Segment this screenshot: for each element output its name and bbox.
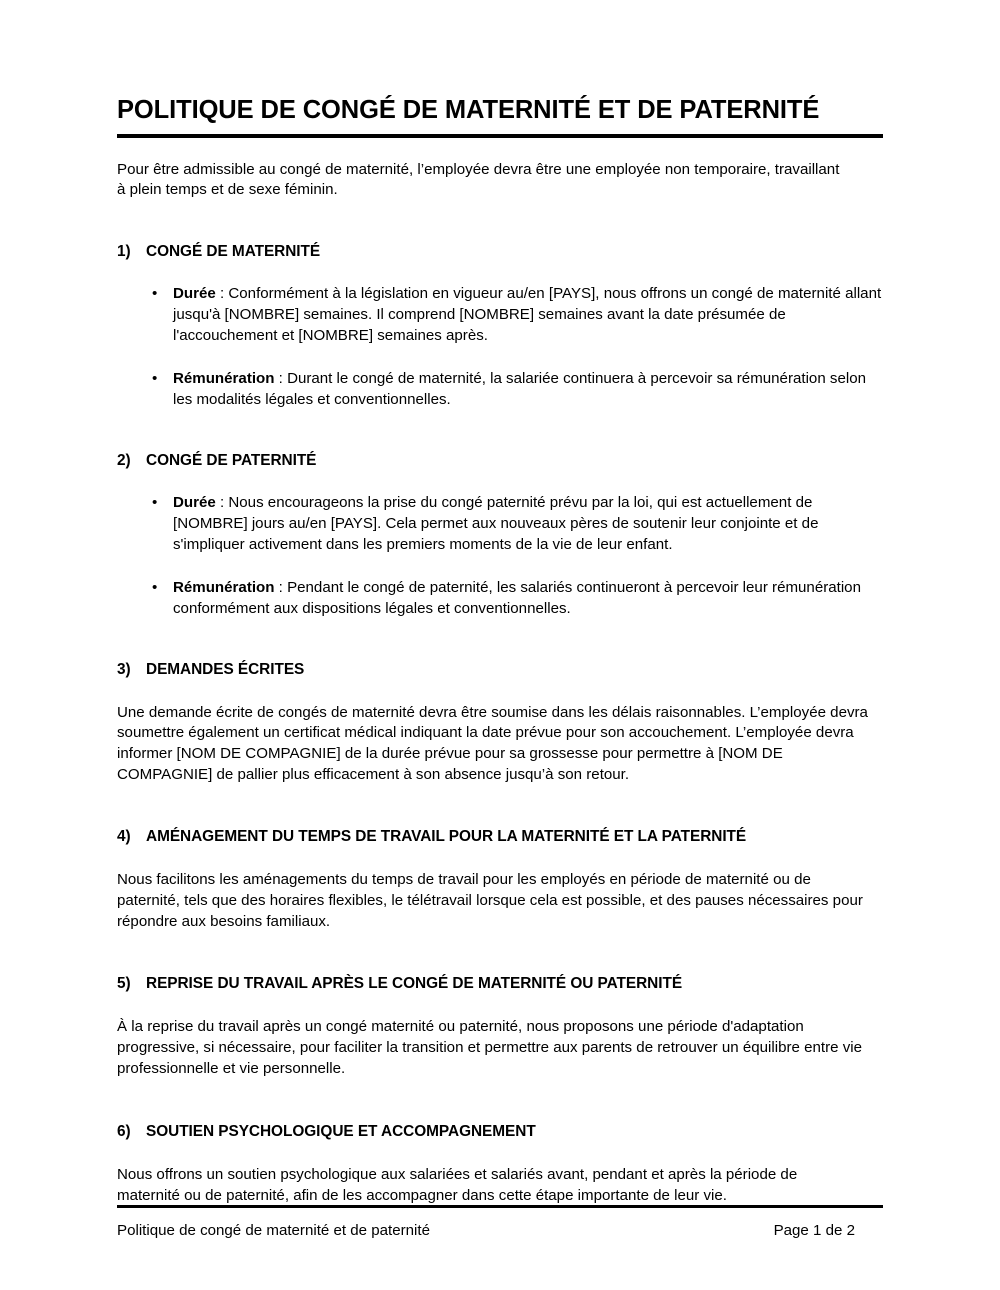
bullet-lead: Rémunération [173, 578, 275, 596]
document-content [117, 96, 883, 1207]
section-4 [117, 827, 883, 933]
section-3 [117, 660, 883, 786]
bullet-icon: • [152, 369, 158, 387]
bullet-lead: Rémunération [173, 369, 275, 387]
section-4-body: Nous facilitons les aménagements du temps de travail pour les employés en période de maternité ou de paternité, tels que des horaires flexibles, le télétravail lorsque cela est possible, et des pauses nécessaires pour répondre aux besoins familiaux. [117, 870, 863, 930]
bullet-icon: • [152, 578, 158, 596]
section-5-heading [117, 974, 883, 994]
section-6-heading [117, 1122, 883, 1142]
bullet-text: : Conformément à la législation en vigueur au/en [PAYS], nous offrons un congé de maternité allant jusqu'à [NOMBRE] semaines. Il comprend [NOMBRE] semaines avant la date présumée de l'accouchement et [NOMBRE] semaines après. [173, 285, 882, 344]
section-2-bullets [117, 493, 883, 619]
section-6-title: SOUTIEN PSYCHOLOGIQUE ET ACCOMPAGNEMENT [146, 1122, 536, 1140]
section-6 [117, 1122, 883, 1207]
bullet-icon: • [152, 494, 158, 512]
section-1-bullets [117, 284, 883, 410]
section-5-body: À la reprise du travail après un congé maternité ou paternité, nous proposons une période d'adaptation progressive, si nécessaire, pour faciliter la transition et permettre aux parents de retrouver un équilibre entre vie professionnelle et vie personnelle. [117, 1018, 862, 1078]
section-1-title: CONGÉ DE MATERNITÉ [146, 243, 321, 261]
list-item [117, 284, 883, 346]
section-5-number: 5) [117, 975, 131, 993]
section-3-heading [117, 660, 883, 680]
section-4-heading [117, 827, 883, 847]
section-1 [117, 242, 883, 410]
title-divider [117, 134, 883, 138]
section-2-heading [117, 451, 883, 471]
footer-page-number: Page 1 de 2 [773, 1222, 855, 1239]
footer-document-name: Politique de congé de maternité et de paternité [117, 1222, 430, 1239]
section-2 [117, 451, 883, 619]
page-footer [117, 1205, 883, 1241]
page-title: POLITIQUE DE CONGÉ DE MATERNITÉ ET DE PATERNITÉ [117, 96, 820, 124]
bullet-lead: Durée [173, 285, 216, 303]
section-2-number: 2) [117, 452, 131, 470]
bullet-text: : Durant le congé de maternité, la salariée continuera à percevoir sa rémunération selon les modalités légales et conventionnelles. [173, 369, 866, 408]
section-3-number: 3) [117, 660, 131, 678]
section-3-body: Une demande écrite de congés de maternité devra être soumise dans les délais raisonnables. L’employée devra soumettre également un certificat médical indiquant la date prévue pour son accouchement. L’employée devra informer [NOM DE COMPAGNIE] de la durée prévue pour sa grossesse pour permettre à [NOM DE COMPAGNIE] de pallier plus efficacement à son absence jusqu’à son retour. [117, 703, 868, 784]
section-6-body: Nous offrons un soutien psychologique aux salariées et salariés avant, pendant et après la période de maternité ou de paternité, afin de les accompagner dans cette étape importante de leur vie. [117, 1165, 798, 1204]
section-4-title: AMÉNAGEMENT DU TEMPS DE TRAVAIL POUR LA MATERNITÉ ET LA PATERNITÉ [146, 827, 747, 845]
section-3-title: DEMANDES ÉCRITES [146, 660, 305, 678]
list-item [117, 493, 883, 555]
section-4-number: 4) [117, 827, 131, 845]
section-1-number: 1) [117, 243, 131, 261]
section-2-title: CONGÉ DE PATERNITÉ [146, 452, 317, 470]
section-6-number: 6) [117, 1122, 131, 1140]
footer-divider [117, 1205, 883, 1208]
intro-paragraph: Pour être admissible au congé de maternité, l’employée devra être une employée non temporaire, travaillant à plein temps et de sexe féminin. [117, 160, 840, 199]
section-5 [117, 974, 883, 1080]
footer-row [117, 1221, 883, 1241]
section-5-title: REPRISE DU TRAVAIL APRÈS LE CONGÉ DE MATERNITÉ OU PATERNITÉ [146, 975, 683, 993]
bullet-lead: Durée [173, 494, 216, 512]
bullet-text: : Pendant le congé de paternité, les salariés continueront à percevoir leur rémunération conformément aux dispositions légales et conventionnelles. [173, 578, 861, 617]
list-item [117, 369, 883, 411]
bullet-icon: • [152, 285, 158, 303]
section-1-heading [117, 242, 883, 262]
list-item [117, 578, 863, 620]
bullet-text: : Nous encourageons la prise du congé paternité prévu par la loi, qui est actuellement de [NOMBRE] jours au/en [PAYS]. Cela permet aux nouveaux pères de soutenir leur conjointe et de s'impliquer activement dans les premiers moments de la vie de leur enfant. [173, 494, 819, 554]
